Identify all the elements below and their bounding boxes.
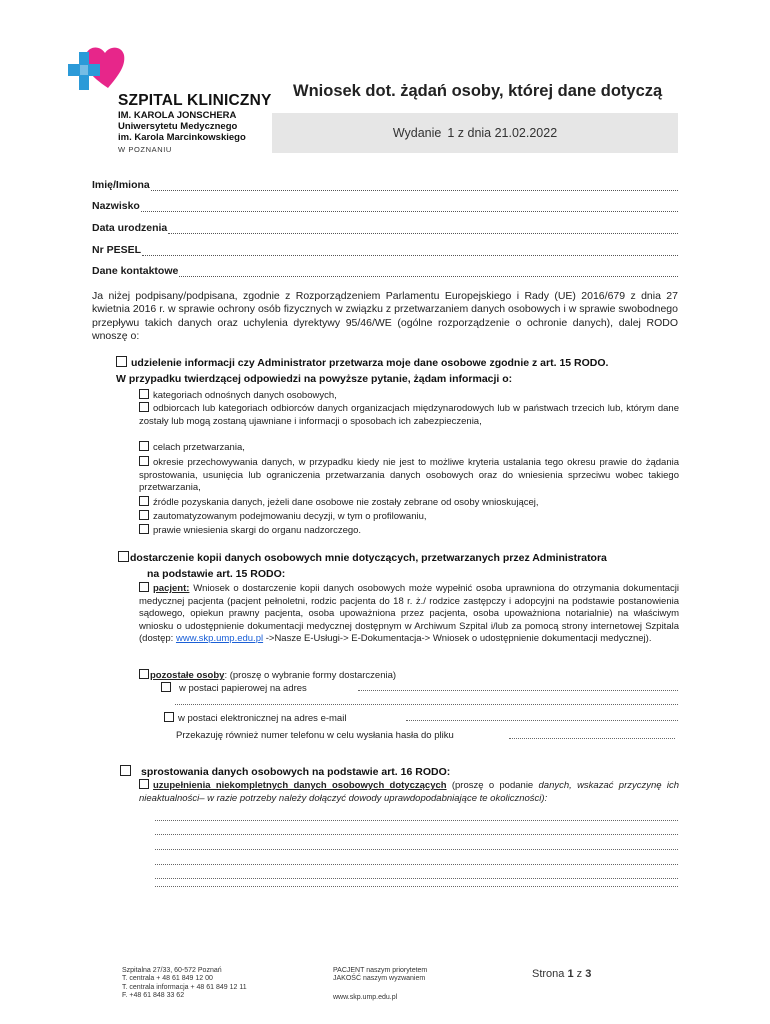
option-email-text: w postaci elektronicznej na adres e-mail: [178, 713, 347, 724]
intro-paragraph: Ja niżej podpisany/podpisana, zgodnie z Rozporządzeniem Parlamentu Europejskiego i Rady (UE) 2016/679 z dnia 27 kwietnia 2016 r. w sprawie ochrony osób fizycznych w związku z przetwarzaniem danych osobowych i w sprawie swobodnego przepływu takich danych oraz uchylenia dyrektywy 95/46/WE (ogólne rozporządzenie o ochronie danych), dalej RODO wnoszę o:: [92, 290, 678, 343]
item-text: prawie wniesienia skargi do organu nadzorczego.: [153, 525, 362, 536]
patient-checkbox[interactable]: [139, 582, 149, 592]
list-item: [139, 402, 679, 428]
page-number: [532, 968, 591, 980]
hospital-name: SZPITAL KLINICZNY: [118, 92, 272, 109]
list-item: [139, 496, 679, 510]
item-text: źródle pozyskania danych, jeżeli dane osobowe nie zostały zebrane od osoby wnioskującej,: [153, 497, 539, 508]
section3-item-text: (proszę o podanie: [446, 780, 534, 791]
checkbox[interactable]: [139, 524, 149, 534]
section3-item-label: uzupełnienia niekompletnych danych osobowych dotyczących: [153, 780, 447, 791]
list-item: [139, 456, 679, 495]
hospital-line3: im. Karola Marcinkowskiego: [118, 132, 246, 143]
option-paper: [161, 682, 361, 696]
others-checkbox[interactable]: [139, 669, 149, 679]
footer-contact: [122, 967, 247, 1000]
checkbox[interactable]: [139, 389, 149, 399]
section3-item-italic: danych, wskazać przyczynę ich nieaktualności– w razie potrzeby należy dołączyć dowody uprawdopodabniające te okoliczności):: [139, 780, 679, 804]
section2-checkbox[interactable]: [118, 551, 129, 562]
item-text: okresie przechowywania danych, w przypadku kiedy nie jest to możliwe kryteria ustalania tego okresu prawie do żądania sprostowania, usunięcia lub ograniczenia przetwarzania danych osobowych oraz do wniesienia sprzeciwu wobec takiego przetwarzania,: [139, 457, 679, 494]
paper-address-line[interactable]: [358, 690, 678, 691]
field-line[interactable]: [142, 247, 678, 256]
correction-line-4[interactable]: [155, 864, 678, 865]
section2-title-line2: na podstawie art. 15 RODO:: [147, 568, 286, 580]
field-last-name[interactable]: [92, 191, 678, 213]
email-checkbox[interactable]: [164, 712, 174, 722]
correction-line-5[interactable]: [155, 878, 678, 879]
field-label: Data urodzenia: [92, 222, 168, 235]
correction-line-2[interactable]: [155, 834, 678, 835]
correction-line-3[interactable]: [155, 849, 678, 850]
field-label: Dane kontaktowe: [92, 265, 179, 278]
section2-title: [118, 551, 607, 564]
field-label: Nr PESEL: [92, 243, 142, 256]
patient-item: [139, 582, 679, 646]
field-label: Imię/Imiona: [92, 178, 150, 191]
section3-title-text: sprostowania danych osobowych na podstawie art. 16 RODO:: [141, 766, 451, 778]
field-first-name[interactable]: [92, 169, 678, 191]
list-item: [139, 510, 679, 524]
correction-line-1[interactable]: [155, 820, 678, 821]
section2-title-text: dostarczenie kopii danych osobowych mnie dotyczących, przetwarzanych przez Administratora: [130, 552, 607, 564]
website-link[interactable]: www.skp.ump.edu.pl: [175, 633, 264, 645]
footer-motto2: JAKOŚĆ naszym wyzwaniem: [333, 975, 426, 983]
email-address-line[interactable]: [406, 720, 678, 721]
footer-address: Szpitalna 27/33, 60-572 Poznań: [122, 967, 222, 974]
page-of: z: [576, 968, 583, 980]
edition-label: Wydanie: [392, 126, 442, 140]
patient-label: pacjent:: [153, 583, 190, 594]
list-item: [139, 441, 679, 455]
hospital-line1: IM. KAROLA JONSCHERA: [118, 110, 237, 121]
field-line[interactable]: [168, 225, 678, 234]
field-line[interactable]: [179, 268, 678, 277]
field-contact[interactable]: [92, 256, 678, 278]
item-text: kategoriach odnośnych danych osobowych,: [153, 390, 337, 401]
section3-item: [139, 779, 679, 805]
footer-phone2: T. centrala informacja + 48 61 849 12 11: [122, 983, 247, 991]
section1-checkbox[interactable]: [116, 356, 127, 367]
patient-text2: ->Nasze E-Usługi-> E-Dokumentacja-> Wniosek o udostępnienie dokumentacji medycznej).: [265, 633, 652, 645]
others-text: : (proszę o wybranie formy dostarczenia): [224, 670, 397, 681]
list-item: [139, 389, 679, 403]
field-pesel[interactable]: [92, 234, 678, 256]
item-text: celach przetwarzania,: [153, 442, 245, 453]
option-paper-text: w postaci papierowej na adres: [179, 683, 307, 694]
paper-checkbox[interactable]: [161, 682, 171, 692]
footer-fax: F. +48 61 848 33 62: [122, 991, 185, 999]
page-current: 1: [567, 968, 574, 980]
hospital-line2: Uniwersytetu Medycznego: [118, 121, 238, 132]
document-title: Wniosek dot. żądań osoby, której dane dotyczą: [293, 82, 663, 100]
hospital-logo-icon: [68, 42, 130, 92]
page-label: Strona: [532, 968, 565, 980]
footer-motto: [333, 967, 427, 1002]
field-line[interactable]: [151, 182, 678, 191]
section1-title-text: udzielenie informacji czy Administrator przetwarza moje dane osobowe zgodnie z art. 15 RODO.: [131, 357, 609, 369]
list-item: [139, 524, 679, 538]
phone-number-line[interactable]: [509, 738, 675, 739]
field-label: Nazwisko: [92, 200, 140, 213]
personal-data-fields: [92, 169, 678, 277]
correction-line-6[interactable]: [155, 886, 678, 887]
footer-motto1: PACJENT naszym priorytetem: [333, 967, 428, 974]
section3-checkbox[interactable]: [120, 765, 131, 776]
section1-title: [116, 356, 608, 369]
paper-address-line2[interactable]: [175, 704, 678, 705]
phone-note: Przekazuję również numer telefonu w celu wysłania hasła do pliku: [176, 730, 454, 741]
checkbox[interactable]: [139, 496, 149, 506]
edition-value: 1 z dnia 21.02.2022: [447, 126, 558, 140]
page-total: 3: [585, 968, 592, 980]
field-birth-date[interactable]: [92, 212, 678, 234]
section1-subtitle: W przypadku twierdzącej odpowiedzi na powyższe pytanie, żądam informacji o:: [116, 373, 513, 385]
footer-phone1: T. centrala + 48 61 849 12 00: [122, 975, 213, 983]
section3-item-checkbox[interactable]: [139, 779, 149, 789]
section3-title: [120, 765, 450, 778]
hospital-city: W POZNANIU: [118, 145, 172, 154]
checkbox[interactable]: [139, 402, 149, 412]
footer-website[interactable]: www.skp.ump.edu.pl: [333, 993, 398, 1001]
checkbox[interactable]: [139, 510, 149, 520]
item-text: zautomatyzowanym podejmowaniu decyzji, w tym o profilowaniu,: [153, 511, 427, 522]
others-item: [139, 669, 679, 683]
patient-text: Wniosek o dostarczenie kopii danych osobowych może wypełnić osoba uprawniona do otrzymania dokumentacji medycznej pacjenta (pacjent pełnoletni, rodzic pacjenta do 18 r. ż./ rodzice zastępczy i adopcyjni na podstawie postanowienia sądowego, opiekun prawny pacjenta, osoba upoważniona przez pacjenta, osoba upoważniona notarialnie) na właściwym wniosku o udostępnienie dokumentacji medycznej dostępnym w Archiwum Szpital i/lub za pomocą strony internetowej Szpitala (dostęp:: [139, 583, 680, 645]
field-line[interactable]: [141, 203, 678, 212]
item-text: odbiorcach lub kategoriach odbiorców danych organizacjach międzynarodowych lub w państwach trzecich lub, którym dane zostały lub mogą zostaną ujawniane i informacji o sposobach ich zabezpieczenia,: [139, 403, 679, 427]
hospital-name-block: [118, 92, 288, 155]
others-label: pozostałe osoby: [150, 670, 225, 681]
edition-box: [272, 113, 678, 153]
option-email: [164, 712, 424, 726]
checkbox[interactable]: [139, 456, 149, 466]
checkbox[interactable]: [139, 441, 149, 451]
